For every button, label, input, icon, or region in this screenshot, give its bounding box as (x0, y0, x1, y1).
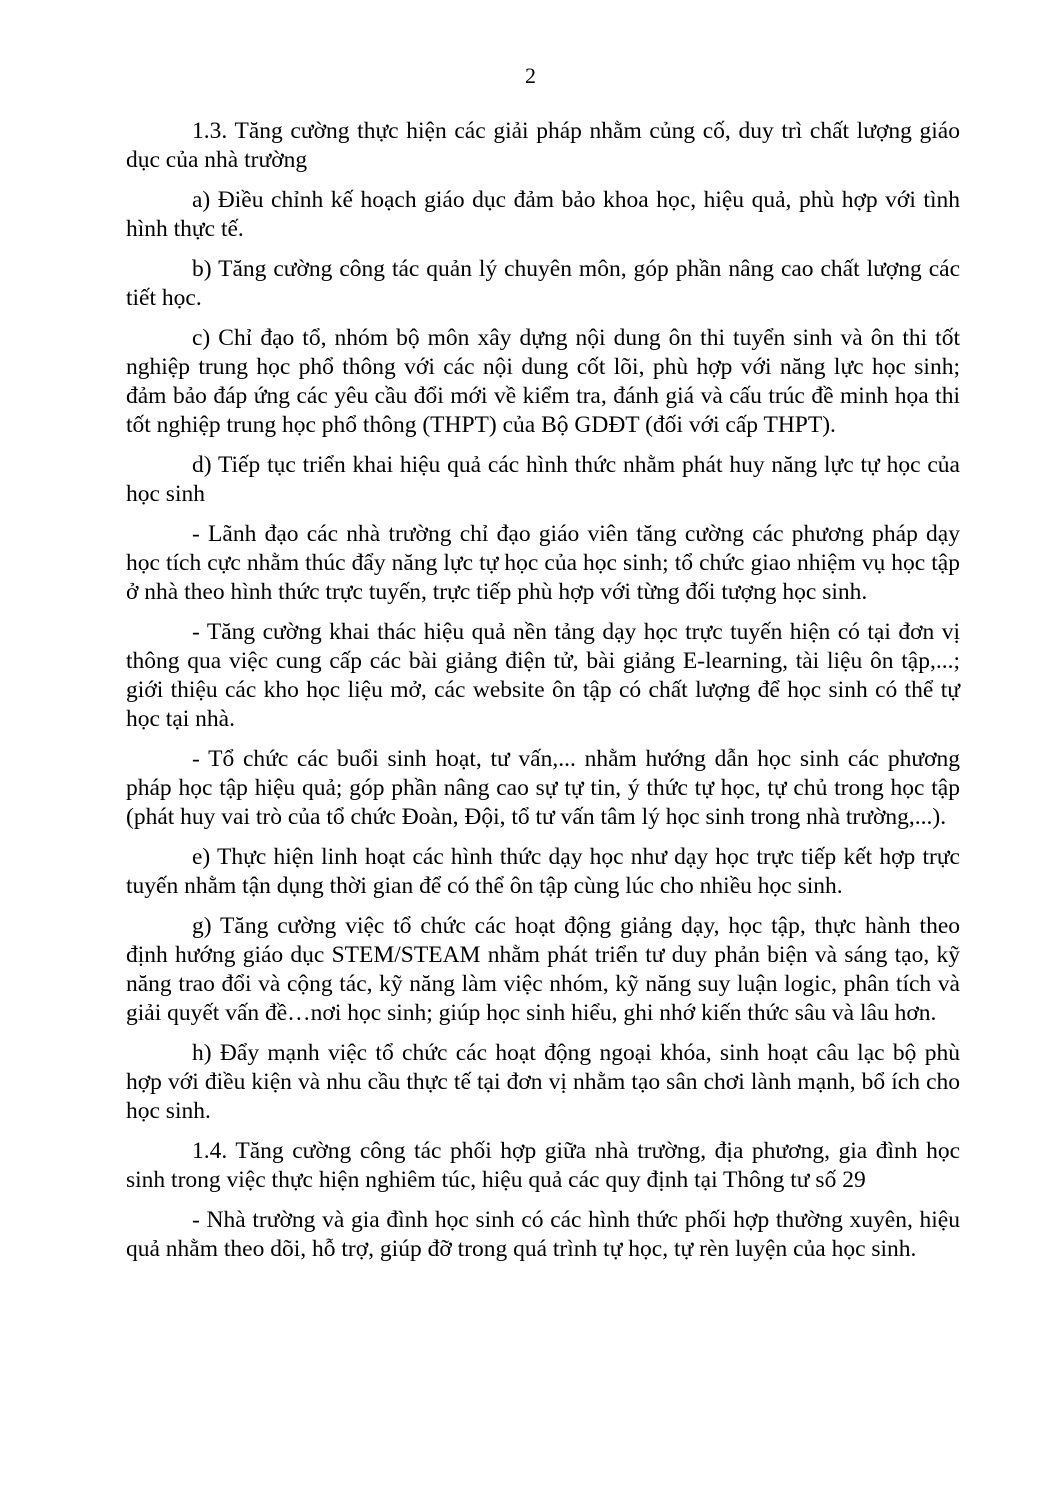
section-1-4-bullet-1: - Nhà trường và gia đình học sinh có các hình thức phối hợp thường xuyên, hiệu quả nhằm theo dõi, hỗ trợ, giúp đỡ trong quá trình tự học, tự rèn luyện của học sinh. (126, 1207, 960, 1262)
section-1-4-heading: 1.4. Tăng cường công tác phối hợp giữa nhà trường, địa phương, gia đình học sinh trong việc thực hiện nghiêm túc, hiệu quả các quy định tại Thông tư số 29 (126, 1138, 960, 1193)
item-c-paragraph: c) Chỉ đạo tổ, nhóm bộ môn xây dựng nội dung ôn thi tuyển sinh và ôn thi tốt nghiệp trung học phổ thông với các nội dung cốt lõi, phù hợp với năng lực học sinh; đảm bảo đáp ứng các yêu cầu đổi mới về kiểm tra, đánh giá và cấu trúc đề minh họa thi tốt nghiệp trung học phổ thông (THPT) của Bộ GDĐT (đối với cấp THPT). (126, 325, 960, 438)
item-d-paragraph: d) Tiếp tục triển khai hiệu quả các hình thức nhằm phát huy năng lực tự học của học sinh (126, 452, 960, 507)
page-number: 2 (525, 63, 536, 88)
item-d-bullet-1: - Lãnh đạo các nhà trường chỉ đạo giáo viên tăng cường các phương pháp dạy học tích cực nhằm thúc đẩy năng lực tự học của học sinh; tổ chức giao nhiệm vụ học tập ở nhà theo hình thức trực tuyến, trực tiếp phù hợp với từng đối tượng học sinh. (126, 521, 960, 605)
document-body (126, 117, 960, 1275)
item-e-paragraph: e) Thực hiện linh hoạt các hình thức dạy học như dạy học trực tiếp kết hợp trực tuyến nhằm tận dụng thời gian để có thể ôn tập cùng lúc cho nhiều học sinh. (126, 844, 960, 899)
item-h-paragraph: h) Đẩy mạnh việc tổ chức các hoạt động ngoại khóa, sinh hoạt câu lạc bộ phù hợp với điều kiện và nhu cầu thực tế tại đơn vị nhằm tạo sân chơi lành mạnh, bổ ích cho học sinh. (126, 1040, 960, 1124)
item-d-bullet-3: - Tổ chức các buổi sinh hoạt, tư vấn,... nhằm hướng dẫn học sinh các phương pháp học tập hiệu quả; góp phần nâng cao sự tự tin, ý thức tự học, tự chủ trong học tập (phát huy vai trò của tổ chức Đoàn, Đội, tổ tư vấn tâm lý học sinh trong nhà trường,...). (126, 746, 960, 830)
section-1-3-heading: 1.3. Tăng cường thực hiện các giải pháp nhằm củng cố, duy trì chất lượng giáo dục của nhà trường (126, 118, 960, 173)
item-b-paragraph: b) Tăng cường công tác quản lý chuyên môn, góp phần nâng cao chất lượng các tiết học. (126, 256, 960, 311)
item-a-paragraph: a) Điều chỉnh kế hoạch giáo dục đảm bảo khoa học, hiệu quả, phù hợp với tình hình thực tế. (126, 187, 960, 242)
item-d-bullet-2: - Tăng cường khai thác hiệu quả nền tảng dạy học trực tuyến hiện có tại đơn vị thông qua việc cung cấp các bài giảng điện tử, bài giảng E-learning, tài liệu ôn tập,...; giới thiệu các kho học liệu mở, các website ôn tập có chất lượng để học sinh có thể tự học tại nhà. (126, 619, 960, 732)
item-g-paragraph: g) Tăng cường việc tổ chức các hoạt động giảng dạy, học tập, thực hành theo định hướng giáo dục STEM/STEAM nhằm phát triển tư duy phản biện và sáng tạo, kỹ năng trao đổi và cộng tác, kỹ năng làm việc nhóm, kỹ năng suy luận logic, phân tích và giải quyết vấn đề…nơi học sinh; giúp học sinh hiểu, ghi nhớ kiến thức sâu và lâu hơn. (126, 913, 960, 1026)
